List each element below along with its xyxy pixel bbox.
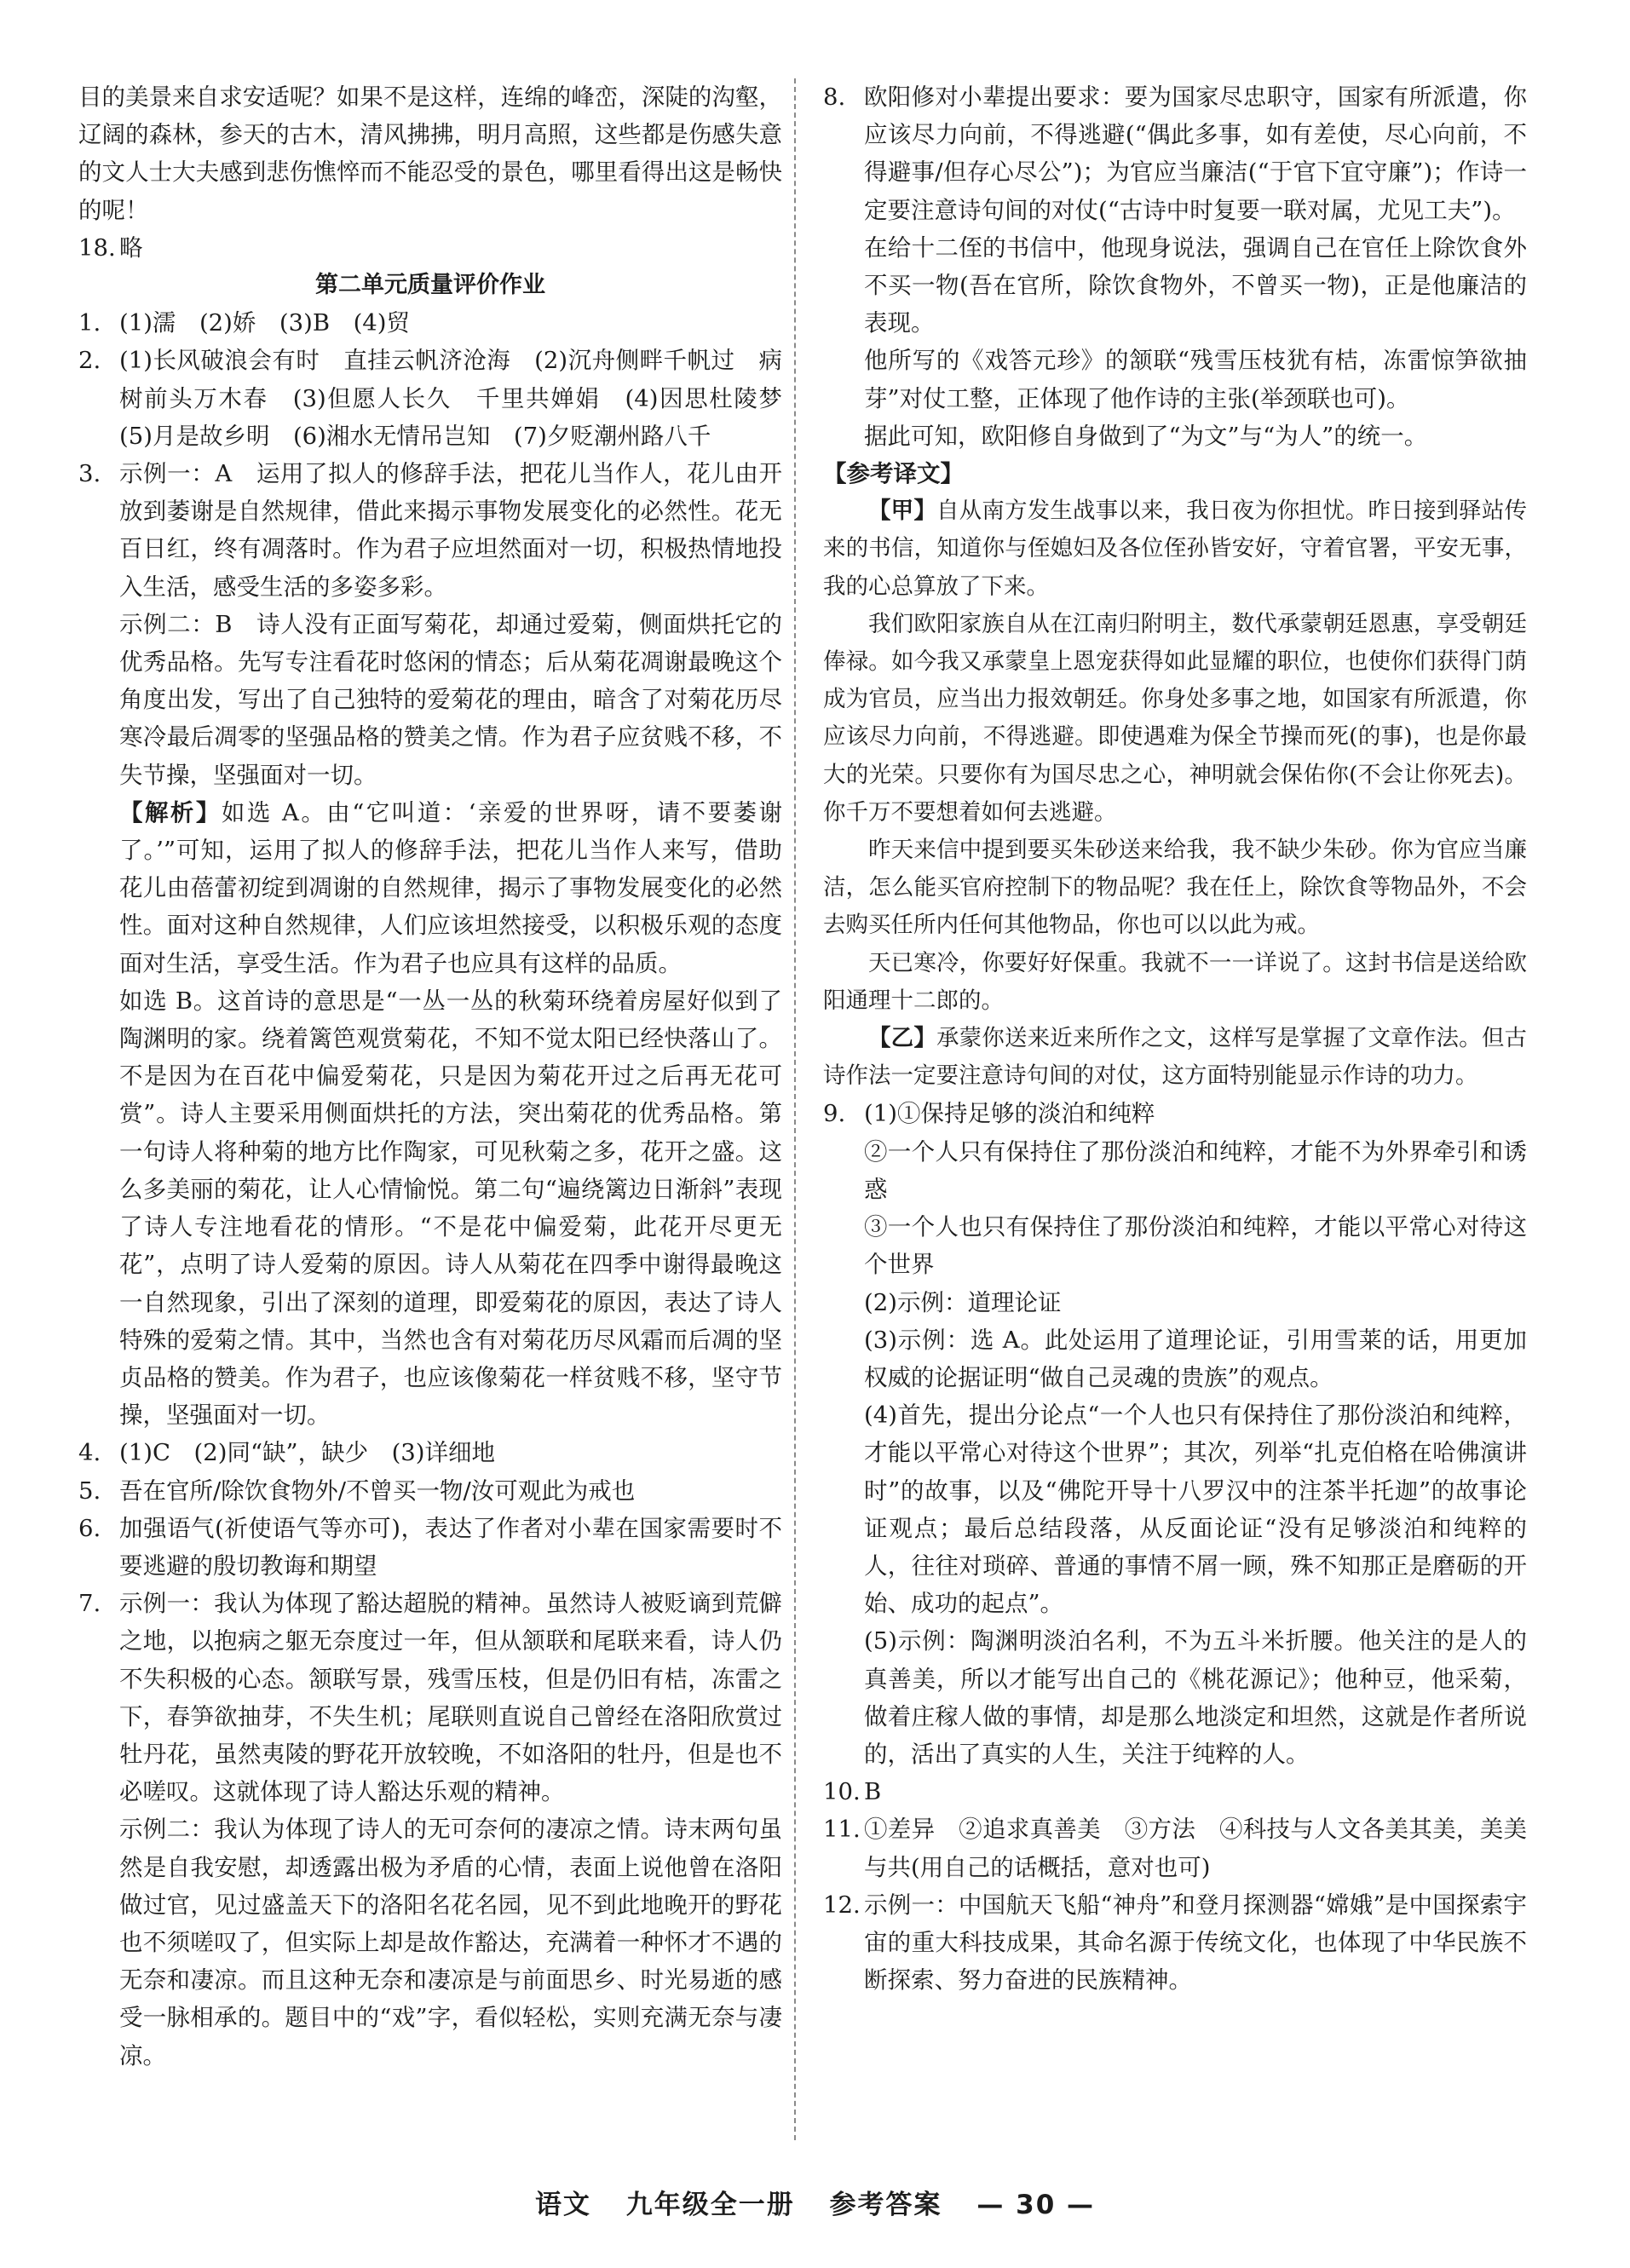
- answer-item-9: [823, 1095, 1527, 1773]
- analysis-tag: 【解析】: [119, 798, 222, 826]
- translation-paragraph: 我们欧阳家族自从在江南归附明主，数代承蒙朝廷恩惠，享受朝廷俸禄。如今我又承蒙皇上恩宠获得如此显耀的职位，也使你们获得门荫成为官员，应当出力报效朝廷。你身处多事之地，如国家有所派遣，你应该尽力向前，不得逃避。即使遇难为保全节操而死(的事)，也是你最大的光荣。只要你有为国尽忠之心，神明就会保佑你(不会让你死去)。你千万不要想着如何去逃避。: [823, 610, 1527, 826]
- item-number: 12.: [823, 1891, 861, 1919]
- translation-text: 自从南方发生战事以来，我日夜为你担忧。昨日接到驿站传来的书信，知道你与侄媳妇及各位侄孙皆安好，守着官署，平安无事，我的心总算放了下来。: [823, 498, 1528, 600]
- example-one: 示例一：A 运用了拟人的修辞手法，把花儿当作人，花儿由开放到萎谢是自然规律，借此来揭示事物发展变化的必然性。花无百日红，终有凋落时。作为君子应坦然面对一切，积极热情地投入生活，感受生活的多姿多彩。: [119, 460, 782, 601]
- item-line: (1)①保持足够的淡泊和纯粹: [864, 1100, 1155, 1128]
- column-divider: [794, 78, 796, 2140]
- item-number: 9.: [823, 1100, 846, 1128]
- answer-item-4: [78, 1434, 782, 1471]
- answer-item-1: [78, 304, 782, 342]
- item-number: 7.: [78, 1590, 101, 1618]
- item-paragraph: 据此可知，欧阳修自身做到了“为文”与“为人”的统一。: [864, 422, 1428, 450]
- item-number: 11.: [823, 1816, 861, 1844]
- item-line: (4)首先，提出分论点“一个人也只有保持住了那份淡泊和纯粹，才能以平常心对待这个世界”；其次，列举“扎克伯格在哈佛演讲时”的故事，以及“佛陀开导十八罗汉中的注茶半托迦”的故事论证观点；最后总结段落，从反面论证“没有足够淡泊和纯粹的人，往往对琐碎、普通的事情不屑一顾，殊不知那正是磨砺的开始、成功的起点”。: [864, 1402, 1527, 1618]
- translation-paragraph: [823, 492, 1527, 606]
- footer-subject: 语文: [534, 2190, 591, 2220]
- analysis-option-b: 如选 B。这首诗的意思是“一丛一丛的秋菊环绕着房屋好似到了陶渊明的家。绕着篱笆观赏菊花，不知不觉太阳已经快落山了。不是因为在百花中偏爱菊花，只是因为菊花开过之后再无花可赏”。诗人主要采用侧面烘托的方法，突出菊花的优秀品格。第一句诗人将种菊的地方比作陶家，可见秋菊之多，花开之盛。这么多美丽的菊花，让人心情愉悦。第二句“遍绕篱边日渐斜”表现了诗人专注地看花的情形。“不是花中偏爱菊，此花开尽更无花”，点明了诗人爱菊的原因。诗人从菊花在四季中谢得最晚这一自然现象，引出了深刻的道理，即爱菊花的原因，表达了诗人特殊的爱菊之情。其中，当然也含有对菊花历尽风霜而后凋的坚贞品格的赞美。作为君子，也应该像菊花一样贫贱不移，坚守节操，坚强面对一切。: [119, 987, 782, 1430]
- item-number: 2.: [78, 347, 101, 375]
- analysis: [119, 794, 782, 982]
- item-paragraph: 他所写的《戏答元珍》的颔联“残雪压枝犹有桔，冻雷惊笋欲抽芽”对仗工整，正体现了他作诗的主张(举颈联也可)。: [864, 347, 1527, 412]
- item-text: B: [864, 1778, 882, 1806]
- item-text: 加强语气(祈使语气等亦可)，表达了作者对小辈在国家需要时不要逃避的殷切教诲和期望: [119, 1514, 782, 1580]
- answer-item-7: [78, 1585, 782, 2075]
- answer-item-10: [823, 1773, 1527, 1810]
- item-text: 略: [119, 233, 143, 262]
- page-number: — 30 —: [976, 2190, 1096, 2220]
- item-line: (3)示例：选 A。此处运用了道理论证，引用雪莱的话，用更加权威的论据证明“做自己灵魂的贵族”的观点。: [864, 1326, 1527, 1391]
- answer-item-12: [823, 1886, 1527, 2000]
- intro-paragraph: 目的美景来自求安适呢？如果不是这样，连绵的峰峦，深陡的沟壑，辽阔的森林，参天的古木，清风拂拂，明月高照，这些都是伤感失意的文人士大夫感到悲伤憔悴而不能忍受的景色，哪里看得出这是畅快的呢！: [78, 83, 782, 224]
- answer-item-18: [78, 229, 782, 267]
- footer-grade: 九年级全一册: [625, 2190, 795, 2220]
- item-number: 4.: [78, 1439, 101, 1467]
- item-number: 10.: [823, 1778, 861, 1806]
- answer-item-11: [823, 1810, 1527, 1885]
- translation-text: 承蒙你送来近来所作之文，这样写是掌握了文章作法。但古诗作法一定要注意诗句间的对仗，这方面特别能显示作诗的功力。: [823, 1025, 1528, 1090]
- answer-item-6: [78, 1510, 782, 1585]
- item-text: 吾在官所/除饮食物外/不曾买一物/汝可观此为戒也: [119, 1477, 636, 1505]
- item-text: (1)长风破浪会有时 直挂云帆济沧海 (2)沉舟侧畔千帆过 病树前头万木春 (3)但愿人长久 千里共婵娟 (4)因思杜陵梦 (5)月是故乡明 (6)湘水无情吊岂知 (7)夕贬潮州路八千: [119, 347, 806, 450]
- answer-item-3: [78, 455, 782, 1434]
- translation-title: 【参考译文】: [823, 460, 964, 488]
- item-text: (1)濡 (2)娇 (3)B (4)贸: [119, 309, 411, 337]
- item-number: 8.: [823, 83, 846, 111]
- answer-item-8: [823, 78, 1527, 455]
- left-column: [78, 78, 806, 2140]
- footer-label: 参考答案: [829, 2190, 942, 2220]
- section-title: 第二单元质量评价作业: [315, 272, 545, 299]
- item-number: 18.: [78, 233, 116, 262]
- translation-paragraph: 昨天来信中提到要买朱砂送来给我，我不缺少朱砂。你为官应当廉洁，怎么能买官府控制下的物品呢？我在任上，除饮食等物品外，不会去购买任所内任何其他物品，你也可以以此为戒。: [823, 837, 1527, 939]
- item-text: ①差异 ②追求真善美 ③方法 ④科技与人文各美其美，美美与共(用自己的话概括，意对也可): [864, 1816, 1527, 1881]
- page-footer: [0, 2183, 1630, 2221]
- item-paragraph: 在给十二侄的书信中，他现身说法，强调自己在官任上除饮食外不买一物(吾在官所，除饮食物外，不曾买一物)，正是他廉洁的表现。: [864, 233, 1527, 337]
- example-two: 示例二：B 诗人没有正面写菊花，却通过爱菊，侧面烘托它的优秀品格。先写专注看花时悠闲的情态；后从菊花凋谢最晚这个角度出发，写出了自己独特的爱菊花的理由，暗含了对菊花历尽寒冷最后凋零的坚强品格的赞美之情。作为君子应贫贱不移，不失节操，坚强面对一切。: [119, 610, 782, 789]
- translation-paragraph: [823, 1020, 1527, 1095]
- analysis-text: 如选 A。由“它叫道：‘亲爱的世界呀，请不要萎谢了。’”可知，运用了拟人的修辞手法，把花儿当作人来写，借助花儿由蓓蕾初绽到凋谢的自然规律，揭示了事物发展变化的必然性。面对这种自然规律，人们应该坦然接受，以积极乐观的态度面对生活，享受生活。作为君子也应具有这样的品质。: [119, 798, 783, 977]
- item-number: 1.: [78, 309, 101, 337]
- item-number: 3.: [78, 460, 101, 488]
- item-paragraph: 欧阳修对小辈提出要求：要为国家尽忠职守，国家有所派遣，你应该尽力向前，不得逃避(“偶此多事，如有差使，尽心向前，不得避事/但存心尽公”)；为官应当廉洁(“于官下宜守廉”)；作诗一定要注意诗句间的对仗(“古诗中时复要一联对属，尤见工夫”)。: [864, 83, 1527, 224]
- example-two: 示例二：我认为体现了诗人的无可奈何的凄凉之情。诗末两句虽然是自我安慰，却透露出极为矛盾的心情，表面上说他曾在洛阳做过官，见过盛盖天下的洛阳名花名园，见不到此地晚开的野花也不须嗟叹了，但实际上却是故作豁达，充满着一种怀才不遇的无奈和凄凉。而且这种无奈和凄凉是与前面思乡、时光易逝的感受一脉相承的。题目中的“戏”字，看似轻松，实则充满无奈与凄凉。: [119, 1816, 782, 2069]
- answer-item-5: [78, 1472, 782, 1510]
- answer-item-2: [78, 342, 806, 455]
- item-line: ③一个人也只有保持住了那份淡泊和纯粹，才能以平常心对待这个世界: [864, 1213, 1527, 1279]
- item-number: 5.: [78, 1477, 101, 1505]
- jia-tag: 【甲】: [868, 498, 936, 525]
- yi-tag: 【乙】: [868, 1025, 936, 1052]
- translation-paragraph: 天已寒冷，你要好好保重。我就不一一详说了。这封书信是送给欧阳通理十二郎的。: [823, 949, 1527, 1014]
- item-line: (2)示例：道理论证: [864, 1288, 1062, 1316]
- example-one: 示例一：我认为体现了豁达超脱的精神。虽然诗人被贬谪到荒僻之地，以抱病之躯无奈度过一年，但从颔联和尾联来看，诗人仍不失积极的心态。颔联写景，残雪压枝，但是仍旧有桔，冻雷之下，春笋欲抽芽，不失生机；尾联则直说自己曾经在洛阳欣赏过牡丹花，虽然夷陵的野花开放较晚，不如洛阳的牡丹，但是也不必嗟叹。这就体现了诗人豁达乐观的精神。: [119, 1590, 782, 1806]
- right-column: [823, 78, 1527, 2140]
- item-number: 6.: [78, 1514, 101, 1542]
- item-line: ②一个人只有保持住了那份淡泊和纯粹，才能不为外界牵引和诱惑: [864, 1137, 1527, 1203]
- item-text: (1)C (2)同“缺”，缺少 (3)详细地: [119, 1439, 496, 1467]
- item-text: 示例一：中国航天飞船“神舟”和登月探测器“嫦娥”是中国探索宇宙的重大科技成果，其命名源于传统文化，也体现了中华民族不断探索、努力奋进的民族精神。: [864, 1891, 1527, 1995]
- item-line: (5)示例：陶渊明淡泊名利，不为五斗米折腰。他关注的是人的真善美，所以才能写出自己的《桃花源记》；他种豆，他采菊，做着庄稼人做的事情，却是那么地淡定和坦然，这就是作者所说的，活出了真实的人生，关注于纯粹的人。: [864, 1627, 1527, 1768]
